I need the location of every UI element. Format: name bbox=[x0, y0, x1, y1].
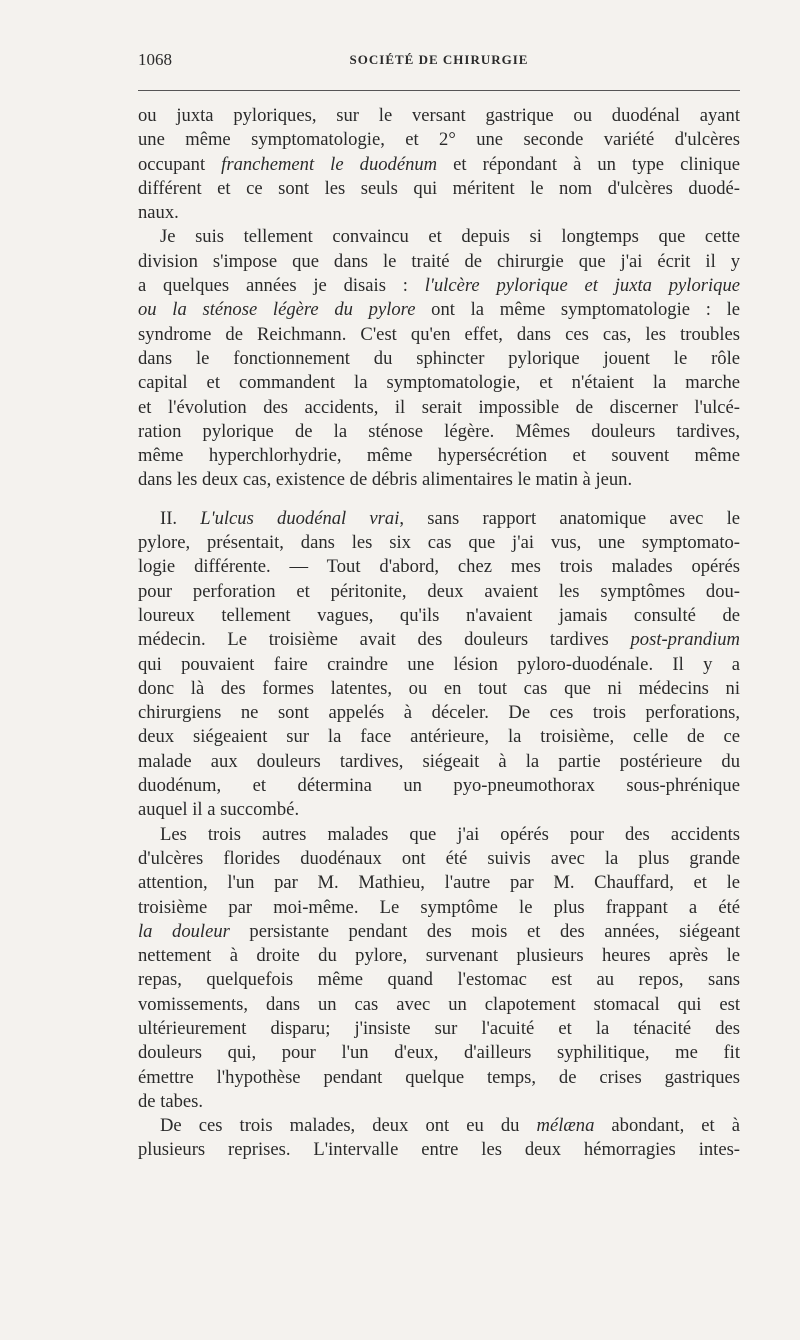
text-segment: qui pouvaient faire craindre une lésion pyloro-duodénale. Il y a bbox=[138, 653, 740, 675]
text-segment: deux siégeaient sur la face antérieure, la troisième, celle de ce bbox=[138, 726, 740, 748]
text-line bbox=[138, 580, 740, 604]
text-segment: de tabes. bbox=[138, 1090, 204, 1112]
text-segment: syndrome de Reichmann. C'est qu'en effet, dans ces cas, les troubles bbox=[138, 323, 740, 345]
text-line bbox=[138, 177, 740, 201]
text-line bbox=[138, 468, 740, 492]
text-segment: une même symptomatologie, et 2° une seconde variété d'ulcères bbox=[138, 129, 740, 151]
text-segment: ultérieurement disparu; j'insiste sur l'acuité et la ténacité des bbox=[138, 1017, 740, 1039]
text-segment: division s'impose que dans le traité de chirurgie que j'ai écrit il y bbox=[138, 250, 740, 272]
text-line bbox=[138, 347, 740, 371]
text-segment: ont la même symptomatologie : le bbox=[415, 299, 740, 321]
italic-text: post-prandium bbox=[630, 629, 740, 651]
text-segment: nettement à droite du pylore, survenant plusieurs heures après le bbox=[138, 945, 740, 967]
italic-text: L'ulcus duodénal vrai bbox=[200, 507, 400, 529]
text-segment: pylore, présentait, dans les six cas que j'ai vus, une symptomato- bbox=[138, 532, 740, 554]
italic-text: franchement le duodénum bbox=[221, 153, 438, 175]
text-line bbox=[138, 128, 740, 152]
text-segment: et l'évolution des accidents, il serait impossible de discerner l'ulcé- bbox=[138, 396, 740, 418]
text-line bbox=[138, 396, 740, 420]
text-line bbox=[138, 1114, 740, 1138]
text-segment: ou juxta pyloriques, sur le versant gastrique ou duodénal ayant bbox=[138, 105, 740, 126]
text-line bbox=[138, 201, 740, 225]
text-line bbox=[138, 104, 740, 128]
text-line bbox=[138, 798, 740, 822]
text-line bbox=[138, 944, 740, 968]
italic-text: mélæna bbox=[536, 1115, 595, 1137]
text-segment: dans le fonctionnement du sphincter pylorique jouent le rôle bbox=[138, 347, 740, 369]
text-segment: douleurs qui, pour l'un d'eux, d'ailleurs syphilitique, me fit bbox=[138, 1042, 740, 1064]
text-line bbox=[138, 274, 740, 298]
text-segment: naux. bbox=[138, 202, 179, 224]
text-segment: abondant, et à bbox=[594, 1115, 741, 1137]
text-line bbox=[138, 847, 740, 871]
text-line bbox=[138, 371, 740, 395]
text-line bbox=[138, 420, 740, 444]
text-line bbox=[138, 225, 740, 249]
text-segment: médecin. Le troisième avait des douleurs tardives bbox=[138, 629, 631, 651]
text-line bbox=[138, 993, 740, 1017]
text-segment: et répondant à un type clinique bbox=[437, 153, 740, 175]
text-segment: vomissements, dans un cas avec un clapotement stomacal qui est bbox=[138, 993, 740, 1015]
running-head: SOCIÉTÉ DE CHIRURGIE bbox=[349, 52, 529, 67]
text-segment: duodénum, et détermina un pyo-pneumothorax sous-phrénique bbox=[138, 775, 740, 797]
text-line bbox=[138, 1041, 740, 1065]
text-segment: chirurgiens ne sont appelés à déceler. De ces trois perforations, bbox=[138, 702, 740, 724]
text-segment: logie différente. — Tout d'abord, chez mes trois malades opérés bbox=[138, 556, 740, 578]
text-segment: donc là des formes latentes, ou en tout cas que ni médecins ni bbox=[138, 677, 740, 699]
text-line bbox=[138, 725, 740, 749]
italic-text: ou la sténose légère du pylore bbox=[138, 299, 416, 321]
text-segment: Les trois autres malades que j'ai opérés pour des accidents bbox=[160, 823, 740, 845]
text-segment: loureux tellement vagues, qu'ils n'avaient jamais consulté de bbox=[138, 604, 740, 626]
italic-text: l'ulcère pylorique et juxta pylorique bbox=[424, 275, 741, 297]
text-line bbox=[138, 1138, 740, 1162]
text-segment: occupant bbox=[138, 153, 222, 175]
page-number: 1068 bbox=[138, 50, 172, 69]
text-line bbox=[138, 604, 740, 628]
text-segment: émettre l'hypothèse pendant quelque temps, de crises gastriques bbox=[138, 1066, 740, 1088]
text-line bbox=[138, 920, 740, 944]
text-segment: différent et ce sont les seuls qui méritent le nom d'ulcères duodé- bbox=[138, 177, 740, 199]
text-segment: II. bbox=[160, 507, 201, 529]
text-segment: d'ulcères florides duodénaux ont été suivis avec la plus grande bbox=[138, 847, 740, 869]
text-line bbox=[138, 968, 740, 992]
body-text bbox=[138, 104, 740, 1163]
text-segment: pour perforation et péritonite, deux avaient les symptômes dou- bbox=[138, 580, 740, 602]
text-line bbox=[138, 1017, 740, 1041]
text-segment: ration pylorique de la sténose légère. Mêmes douleurs tardives, bbox=[138, 420, 740, 442]
text-line bbox=[138, 323, 740, 347]
text-line bbox=[138, 531, 740, 555]
text-segment: a quelques années je disais : bbox=[138, 275, 425, 297]
text-segment: De ces trois malades, deux ont eu du bbox=[160, 1115, 537, 1137]
text-segment: malade aux douleurs tardives, siégeait à la partie postérieure du bbox=[138, 750, 740, 772]
text-segment: troisième par moi-même. Le symptôme le plus frappant a été bbox=[138, 896, 740, 918]
text-segment: persistante pendant des mois et des années, siégeant bbox=[229, 920, 740, 942]
text-line bbox=[138, 153, 740, 177]
text-segment: Je suis tellement convaincu et depuis si longtemps que cette bbox=[160, 226, 740, 248]
text-line bbox=[138, 507, 740, 531]
text-line bbox=[138, 1090, 740, 1114]
text-segment: capital et commandent la symptomatologie, et n'étaient la marche bbox=[138, 372, 740, 394]
page-header bbox=[138, 50, 740, 74]
text-line bbox=[138, 298, 740, 322]
text-segment: auquel il a succombé. bbox=[138, 799, 300, 821]
text-segment: repas, quelquefois même quand l'estomac est au repos, sans bbox=[138, 969, 740, 991]
text-line bbox=[138, 628, 740, 652]
italic-text: la douleur bbox=[138, 920, 230, 942]
text-segment: dans les deux cas, existence de débris alimentaires le matin à jeun. bbox=[138, 469, 633, 491]
text-segment: attention, l'un par M. Mathieu, l'autre par M. Chauffard, et le bbox=[138, 872, 740, 894]
text-line bbox=[138, 653, 740, 677]
text-line bbox=[138, 823, 740, 847]
text-line bbox=[138, 677, 740, 701]
header-rule bbox=[138, 90, 740, 91]
text-line bbox=[138, 871, 740, 895]
text-line bbox=[138, 250, 740, 274]
paragraph-gap bbox=[138, 493, 740, 507]
text-line bbox=[138, 750, 740, 774]
text-line bbox=[138, 444, 740, 468]
text-line bbox=[138, 701, 740, 725]
text-segment: même hyperchlorhydrie, même hypersécrétion et souvent même bbox=[138, 445, 740, 467]
text-line bbox=[138, 555, 740, 579]
text-line bbox=[138, 896, 740, 920]
text-segment: , sans rapport anatomique avec le bbox=[399, 507, 741, 529]
text-segment: plusieurs reprises. L'intervalle entre les deux hémorragies intes- bbox=[138, 1139, 740, 1161]
text-line bbox=[138, 1066, 740, 1090]
text-line bbox=[138, 774, 740, 798]
